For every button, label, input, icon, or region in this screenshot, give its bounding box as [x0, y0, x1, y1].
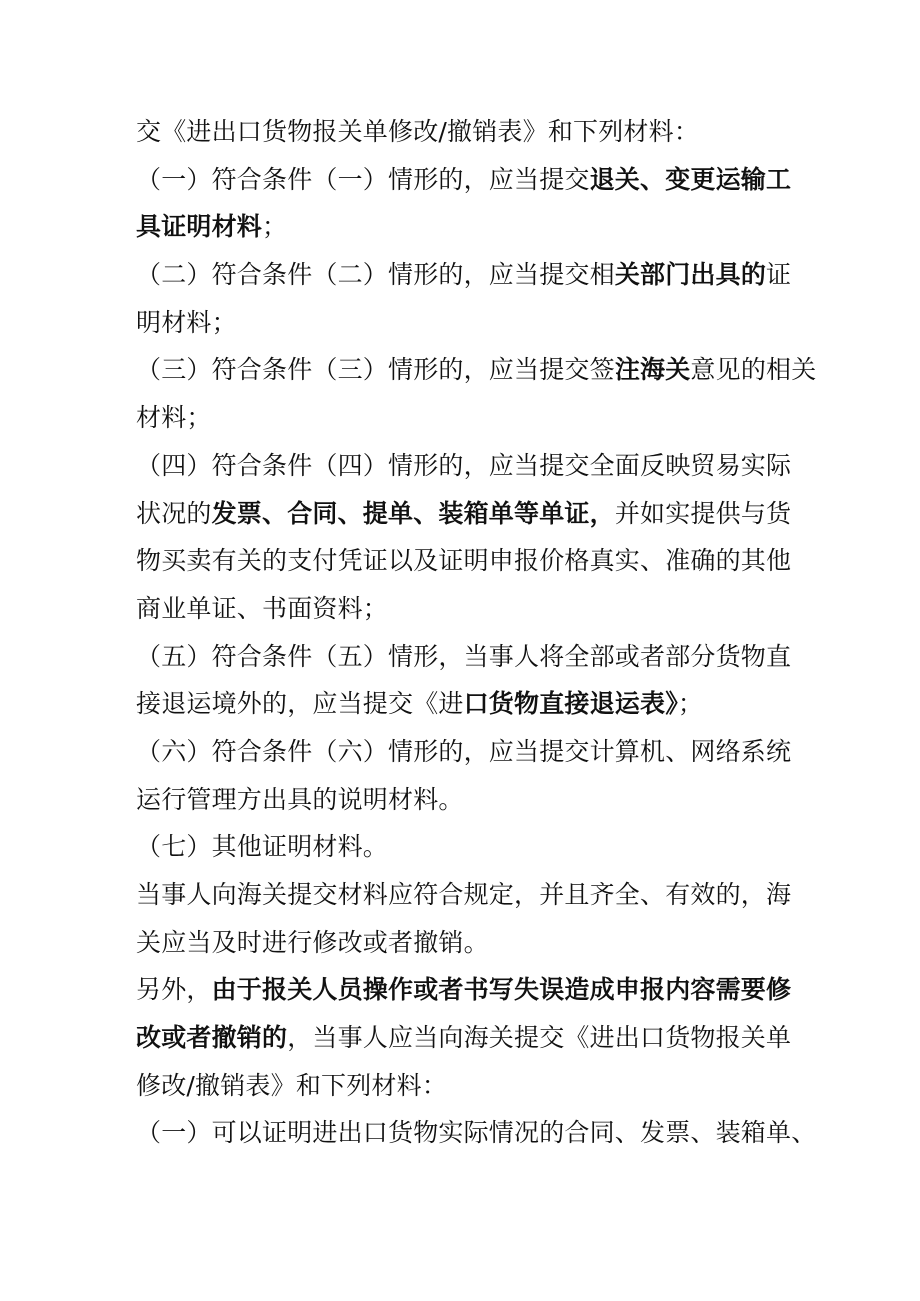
- text-line: [136, 490, 796, 538]
- text-run: （二）符合条件（二）情形的，应当提交相: [136, 260, 615, 290]
- text-line: [136, 585, 796, 633]
- text-run: ；: [677, 689, 704, 719]
- text-line: [136, 251, 796, 299]
- bold-text-run: 发票、合同、提单、装箱单等单证，: [211, 498, 615, 528]
- text-line: [136, 728, 796, 776]
- text-run: （五）符合条件（五）情形，当事人将全部或者部分货物直: [136, 641, 792, 671]
- text-line: [136, 1062, 796, 1110]
- bold-text-run: 注海关: [614, 355, 691, 385]
- document-body: [136, 108, 817, 1157]
- text-line: [136, 871, 796, 919]
- text-run: 运行管理方出具的说明材料。: [136, 784, 464, 814]
- bold-text-run: 由于报关人员操作或者书写失误造成申报内容需要修: [211, 975, 792, 1005]
- text-run: 意见的相关: [690, 355, 817, 385]
- bold-text-run: 口货物直接退运表》: [463, 689, 678, 719]
- text-run: 并如实提供与货: [614, 498, 792, 528]
- text-run: （四）符合条件（四）情形的，应当提交全面反映贸易实际: [136, 450, 792, 480]
- text-line: [136, 1109, 817, 1157]
- text-line: [136, 1014, 796, 1062]
- text-run: 修改/撤销表》和下列材料：: [136, 1070, 448, 1100]
- text-line: [136, 203, 796, 251]
- text-run: （六）符合条件（六）情形的，应当提交计算机、网络系统: [136, 736, 792, 766]
- text-line: [136, 394, 796, 442]
- text-line: [136, 537, 796, 585]
- bold-text-run: 退关、变更运输工: [589, 164, 792, 194]
- text-run: 物买卖有关的支付凭证以及证明申报价格真实、准确的其他: [136, 546, 792, 576]
- text-line: [136, 680, 796, 728]
- text-line: [136, 966, 796, 1014]
- text-run: 接退运境外的，应当提交《进: [136, 689, 464, 719]
- text-line: [136, 108, 796, 156]
- text-line: [136, 633, 796, 681]
- text-line: [136, 919, 796, 967]
- text-run: 明材料；: [136, 307, 237, 337]
- text-run: 交《进出口货物报关单修改/撤销表》和下列材料：: [136, 117, 700, 146]
- text-line: [136, 442, 796, 490]
- text-run: 关应当及时进行修改或者撤销。: [136, 927, 489, 957]
- text-run: 另外，: [136, 975, 212, 1005]
- text-run: ，当事人应当向海关提交《进出口货物报关单: [287, 1023, 792, 1053]
- text-run: 商业单证、书面资料；: [136, 593, 389, 623]
- text-line: [136, 299, 796, 347]
- text-run: （一）符合条件（一）情形的，应当提交: [136, 164, 590, 194]
- text-line: [136, 823, 796, 871]
- text-run: （三）符合条件（三）情形的，应当提交签: [136, 355, 615, 385]
- text-line: [136, 776, 796, 824]
- bold-text-run: 具证明材料: [136, 212, 263, 242]
- bold-text-run: 关部门出具的: [614, 260, 767, 290]
- text-run: ；: [262, 212, 288, 242]
- bold-text-run: 改或者撤销的: [136, 1023, 288, 1053]
- text-run: 证: [766, 260, 792, 290]
- text-run: 状况的: [136, 498, 212, 528]
- text-line: [136, 346, 817, 394]
- text-run: （一）可以证明进出口货物实际情况的合同、发票、装箱单、: [136, 1118, 817, 1148]
- text-line: [136, 156, 796, 204]
- text-run: （七）其他证明材料。: [136, 832, 389, 862]
- text-run: 当事人向海关提交材料应符合规定，并且齐全、有效的，海: [136, 880, 792, 909]
- text-run: 材料；: [136, 403, 212, 433]
